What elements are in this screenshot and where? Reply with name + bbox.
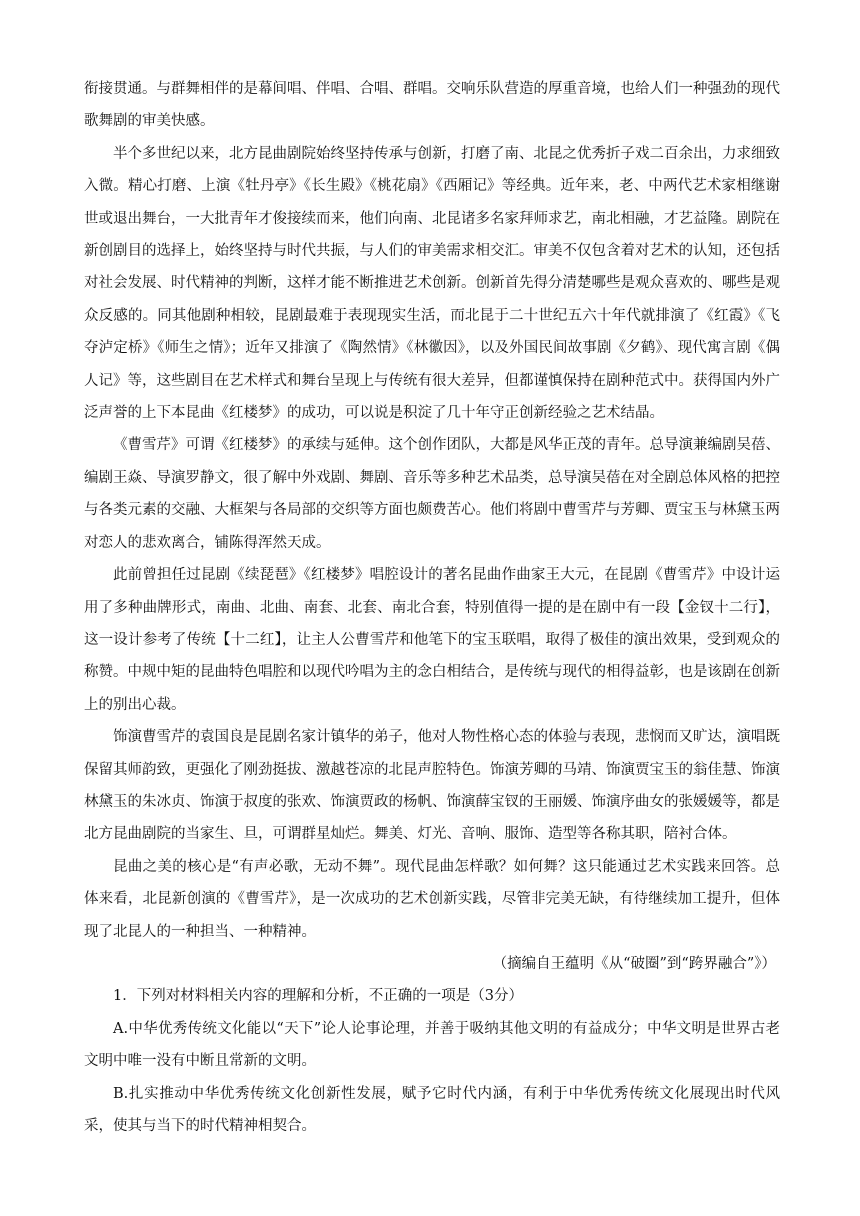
article-paragraph: 此前曾担任过昆剧《续琵琶》《红楼梦》唱腔设计的著名昆曲作曲家王大元，在昆剧《曹雪芹》中设计运用了多种曲牌形式，南曲、北曲、南套、北套、南北合套，特别值得一提的是在剧中有一段【金钗十二行】，这一设计参考了传统【十二红】，让主人公曹雪芹和他笔下的宝玉联唱，取得了极佳的演出效果，受到观众的称赞。中规中矩的昆曲特色唱腔和以现代吟唱为主的念白相结合，是传统与现代的相得益彰，也是该剧在创新上的别出心裁。 bbox=[84, 567, 780, 713]
question-stem: 1．下列对材料相关内容的理解和分析，不正确的一项是（3分） bbox=[113, 988, 523, 1005]
article-paragraph: 《曹雪芹》可谓《红楼梦》的承续与延伸。这个创作团队，大都是风华正茂的青年。总导演兼编剧吴蓓、编剧王焱、导演罗静文，很了解中外戏剧、舞剧、音乐等多种艺术品类，总导演吴蓓在对全剧总体风格的把控与各类元素的交融、大框架与各局部的交织等方面也颇费苦心。他们将剧中曹雪芹与芳卿、贾宝玉与林黛玉两对恋人的悲欢离合，铺陈得浑然天成。 bbox=[84, 437, 780, 551]
question-option-b: B.扎实推动中华优秀传统文化创新性发展，赋予它时代内涵，有利于中华优秀传统文化展现出时代风采，使其与当下的时代精神相契合。 bbox=[84, 1085, 780, 1134]
article-paragraph: 昆曲之美的核心是“有声必歌，无动不舞”。现代昆曲怎样歌？如何舞？这只能通过艺术实践来回答。总体来看，北昆新创演的《曹雪芹》，是一次成功的艺术创新实践，尽管非完美无缺，有待继续加工提升，但体现了北昆人的一种担当、一种精神。 bbox=[84, 858, 780, 940]
article-paragraph: 饰演曹雪芹的袁国良是昆剧名家计镇华的弟子，他对人物性格心态的体验与表现，悲悯而又旷达，演唱既保留其师韵致，更强化了刚劲挺拔、激越苍凉的北昆声腔特色。饰演芳卿的马靖、饰演贾宝玉的翁佳慧、饰演林黛玉的朱冰贞、饰演于叔度的张欢、饰演贾政的杨帆、饰演薛宝钗的王丽媛、饰演序曲女的张媛媛等，都是北方昆曲剧院的当家生、旦，可谓群星灿烂。舞美、灯光、音响、服饰、造型等各称其职，陪衬合体。 bbox=[84, 729, 780, 843]
article-paragraph: 衔接贯通。与群舞相伴的是幕间唱、伴唱、合唱、群唱。交响乐队营造的厚重音境，也给人们一种强劲的现代歌舞剧的审美快感。 bbox=[84, 81, 780, 130]
article-paragraph: 半个多世纪以来，北方昆曲剧院始终坚持传承与创新，打磨了南、北昆之优秀折子戏二百余出，力求细致入微。精心打磨、上演《牡丹亭》《长生殿》《桃花扇》《西厢记》等经典。近年来，老、中两代艺术家相继谢世或退出舞台，一大批青年才俊接续而来，他们向南、北昆诸多名家拜师求艺，南北相融，才艺益隆。剧院在新创剧目的选择上，始终坚持与时代共振，与人们的审美需求相交汇。审美不仅包含着对艺术的认知，还包括对社会发展、时代精神的判断，这样才能不断推进艺术创新。创新首先得分清楚哪些是观众喜欢的、哪些是观众反感的。同其他剧种相较，昆剧最难于表现现实生活，而北昆于二十世纪五六十年代就排演了《红霞》《飞夺泸定桥》《师生之情》；近年又排演了《陶然情》《林徽因》，以及外国民间故事剧《夕鹤》、现代寓言剧《偶人记》等，这些剧目在艺术样式和舞台呈现上与传统有很大差异，但都谨慎保持在剧种范式中。获得国内外广泛声誉的上下本昆曲《红楼梦》的成功，可以说是积淀了几十年守正创新经验之艺术结晶。 bbox=[84, 145, 780, 422]
question-option-a: A.中华优秀传统文化能以“天下”论人论事论理，并善于吸纳其他文明的有益成分；中华文明是世界古老文明中唯一没有中断且常新的文明。 bbox=[84, 1020, 780, 1070]
document-page bbox=[84, 73, 780, 1142]
article-source: （摘编自王蕴明《从“破圈”到“跨界融合”》） bbox=[492, 955, 776, 972]
